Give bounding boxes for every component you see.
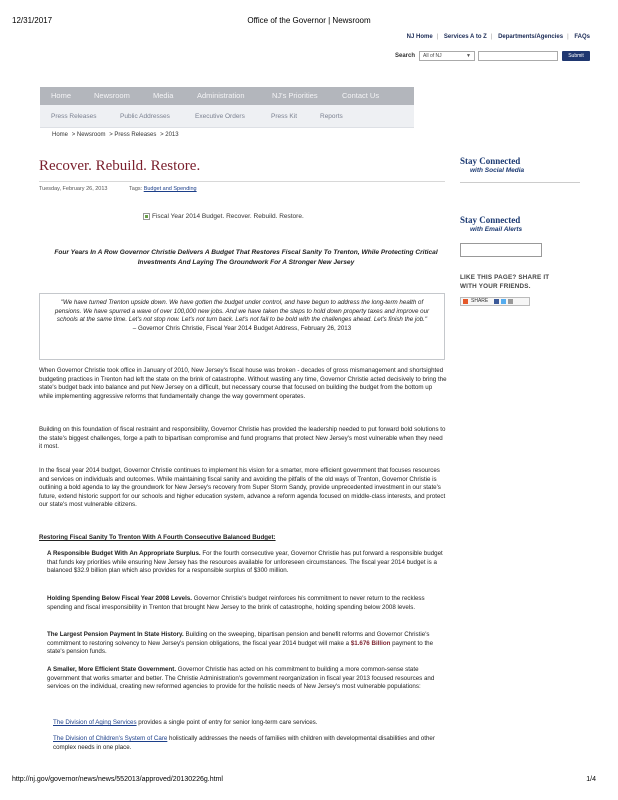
email-sub[interactable]: with Email Alerts — [470, 226, 523, 233]
page-title: Recover. Rebuild. Restore. — [39, 158, 201, 174]
section-heading — [39, 534, 447, 543]
aging-services-text: provides a single point of entry for senior long-term care services. — [136, 719, 318, 726]
childrens-system-link[interactable]: The Division of Children's System of Care — [53, 735, 168, 742]
share-prompt-line-2: WITH YOUR FRIENDS. — [460, 283, 531, 290]
sub-nav — [40, 105, 414, 128]
sidebar-email — [460, 215, 580, 233]
bullet-spending — [47, 595, 447, 612]
breadcrumb-press-releases[interactable]: > Press Releases — [109, 132, 157, 138]
bullet-efficient-government — [47, 666, 447, 692]
pension-amount: $1.676 Billion — [350, 639, 391, 647]
share-button[interactable] — [460, 297, 530, 306]
list-item-childrens-system — [53, 735, 446, 752]
departments-agencies-link[interactable]: Departments/Agencies — [498, 34, 564, 40]
social-sub[interactable]: with Social Media — [470, 167, 525, 174]
nav-media[interactable]: Media — [153, 91, 174, 100]
bullet-1-head: A Responsible Budget With An Appropriate Surplus. — [47, 550, 201, 557]
print-footer — [12, 776, 606, 783]
bullet-3-text: Building on the sweeping, bipartisan pension and benefit reforms and Governor Christie's commitment to restoring solvency to New Jersey's pension obligations, the fiscal year 2014 budget will make a — [47, 631, 430, 647]
childrens-system-text: holistically addresses the needs of families with children with developmental disabilities and other complex needs in one place. — [53, 735, 435, 751]
subnav-executive-orders[interactable]: Executive Orders — [195, 113, 245, 120]
quote-text: "We have turned Trenton upside down. We have gotten the budget under control, and have begun to address the long-term health of pensions. We have spurred a wave of over 100,000 new jobs. And we have taken the steps to hold down property taxes and improve our schools at the same time. Let's not stop now. Let's not turn back. Let's not fail to be bold with the challenges ahead. Let's finish the job." — [54, 299, 430, 324]
breadcrumb-home[interactable]: Home — [52, 132, 69, 138]
bullet-2-text: Governor Christie's budget reinforces his commitment to never return to the reckless spending and fiscal irresponsibility in Trenton that brought New Jersey to the brink of catastrophe, holding spending below 2008 levels. — [47, 595, 425, 611]
nav-administration[interactable]: Administration — [197, 91, 245, 100]
paragraph-1: When Governor Christie took office in January of 2010, New Jersey's fiscal house was broken - decades of gross mismanagement and shortsighted budgeting practices in Trenton had left the state on the brink of catastrophe. Without wasting any time, Governor Christie acted decisively to bring the state's budget back into balance and put New Jersey on a difficult, but necessary course that focused on building the budget from the bottom up while implementing aggressive reforms that fundamentally change the way government operates. — [39, 367, 447, 400]
bullet-balanced-budget — [47, 550, 447, 576]
print-date: 12/31/2017 — [12, 16, 53, 25]
search-bar — [395, 50, 590, 62]
search-submit-button[interactable]: Submit — [562, 51, 590, 61]
services-a-to-z-link[interactable]: Services A to Z — [443, 34, 487, 40]
article-date: Tuesday, February 26, 2013 — [39, 186, 108, 192]
subnav-public-addresses[interactable]: Public Addresses — [120, 113, 170, 120]
breadcrumb — [52, 132, 181, 138]
utility-links: NJ Home | Services A to Z | Departments/Agencies | FAQs — [406, 34, 590, 40]
bullet-3-head: The Largest Pension Payment In State History. — [47, 631, 184, 638]
subnav-press-releases[interactable]: Press Releases — [51, 113, 97, 120]
share-label: SHARE — [471, 298, 489, 304]
social-heading: Stay Connected — [460, 156, 521, 166]
main-nav — [40, 87, 414, 105]
article-subhead: Four Years In A Row Governor Christie Delivers A Budget That Restores Fiscal Sanity To Trenton, While Protecting Critical Investments And Laying The Groundwork For A Stronger New Jersey — [54, 249, 438, 266]
subnav-reports[interactable]: Reports — [320, 113, 343, 120]
paragraph-2: Building on this foundation of fiscal restraint and responsibility, Governor Christie has provided the leadership needed to put forward bold solutions to the state's biggest challenges, forge a path to bipartisan compromise and fund programs that protect New Jersey's most vulnerable when they need it most. — [39, 426, 446, 451]
list-item-aging-services — [53, 719, 446, 728]
chevron-down-icon: ▼ — [466, 53, 471, 59]
print-title: Office of the Governor | Newsroom — [247, 16, 371, 25]
bullet-2-head: Holding Spending Below Fiscal Year 2008 Levels. — [47, 595, 192, 602]
nav-home[interactable]: Home — [51, 91, 72, 100]
search-input[interactable] — [478, 51, 558, 61]
nj-home-link[interactable]: NJ Home — [406, 34, 433, 40]
nav-newsroom[interactable]: Newsroom — [94, 91, 130, 100]
twitter-icon — [501, 299, 506, 304]
breadcrumb-newsroom[interactable]: > Newsroom — [71, 132, 106, 138]
bullet-4-head: A Smaller, More Efficient State Government. — [47, 666, 177, 673]
share-prompt — [460, 273, 549, 291]
email-icon — [508, 299, 513, 304]
search-label: Search — [394, 53, 415, 59]
share-prompt-line-1: LIKE THIS PAGE? SHARE IT — [460, 274, 550, 281]
share-plus-icon — [463, 299, 468, 304]
search-scope-select[interactable] — [419, 51, 475, 61]
email-heading: Stay Connected — [460, 215, 521, 225]
print-header — [12, 16, 606, 28]
bullet-1-text: For the fourth consecutive year, Governor Christie has put forward a responsible budget that funds key priorities while ensuring New Jersey has the resources available for unforeseen circumstances. The fiscal year 2014 budget is a balanced $32.9 billion plan which also provides for a responsible surplus of $300 million. — [47, 550, 443, 575]
bullet-pension — [47, 631, 447, 657]
subnav-press-kit[interactable]: Press Kit — [271, 113, 298, 120]
aging-services-link[interactable]: The Division of Aging Services — [53, 719, 137, 726]
quote-attribution: – Governor Chris Christie, Fiscal Year 2014 Budget Address, February 26, 2013 — [132, 324, 352, 332]
broken-image-icon — [143, 213, 150, 220]
email-alert-input[interactable] — [460, 243, 542, 257]
tags-label: Tags: — [129, 186, 143, 192]
budget-image — [143, 213, 304, 220]
tag-budget-link[interactable]: Budget and Spending — [143, 186, 197, 192]
nav-nj-priorities[interactable]: NJ's Priorities — [272, 91, 318, 100]
budget-image-alt: Fiscal Year 2014 Budget. Recover. Rebuild. Restore. — [152, 213, 304, 220]
facebook-icon — [494, 299, 499, 304]
print-url: http://nj.gov/governor/news/news/552013/approved/20130226g.html — [12, 776, 223, 783]
faqs-link[interactable]: FAQs — [574, 34, 590, 40]
search-scope-value: All of NJ — [423, 53, 442, 59]
section-heading-text: Restoring Fiscal Sanity To Trenton With A Fourth Consecutive Balanced Budget: — [39, 534, 276, 541]
sidebar-social — [460, 156, 580, 183]
breadcrumb-year[interactable]: > 2013 — [160, 132, 179, 138]
bullet-3-tail: payment to the state's pension funds. — [47, 639, 434, 656]
article-meta — [39, 186, 197, 192]
sidebar-divider — [460, 182, 580, 183]
title-divider — [39, 181, 445, 182]
paragraph-3: In the fiscal year 2014 budget, Governor Christie continues to implement his vision for a smarter, more efficient government that focuses resources and services on individuals and outcomes. While maintaining fiscal sanity and avoiding the pitfalls of the old ways of Trenton, Governor Christie is outlining a bold agenda to lay the groundwork for New Jersey's recovery from Super Storm Sandy, provide unprecedented investment in our state's future, extend historic support for our schools and higher education system, advance a reform agenda focused on middle-class interests, and protect our state's most vulnerable citizens. — [39, 467, 446, 509]
bullet-4-text: Governor Christie has acted on his commitment to building a more common-sense state government that works smarter and better. The Christie Administration's government reorganization in fiscal year 2013 focused resources and services on the individual, creating new reformed agencies to provide for the holistic needs of New Jersey's most vulnerable populations: — [47, 666, 435, 691]
print-page-number: 1/4 — [586, 776, 596, 783]
pull-quote — [39, 293, 445, 360]
nav-contact-us[interactable]: Contact Us — [342, 91, 380, 100]
